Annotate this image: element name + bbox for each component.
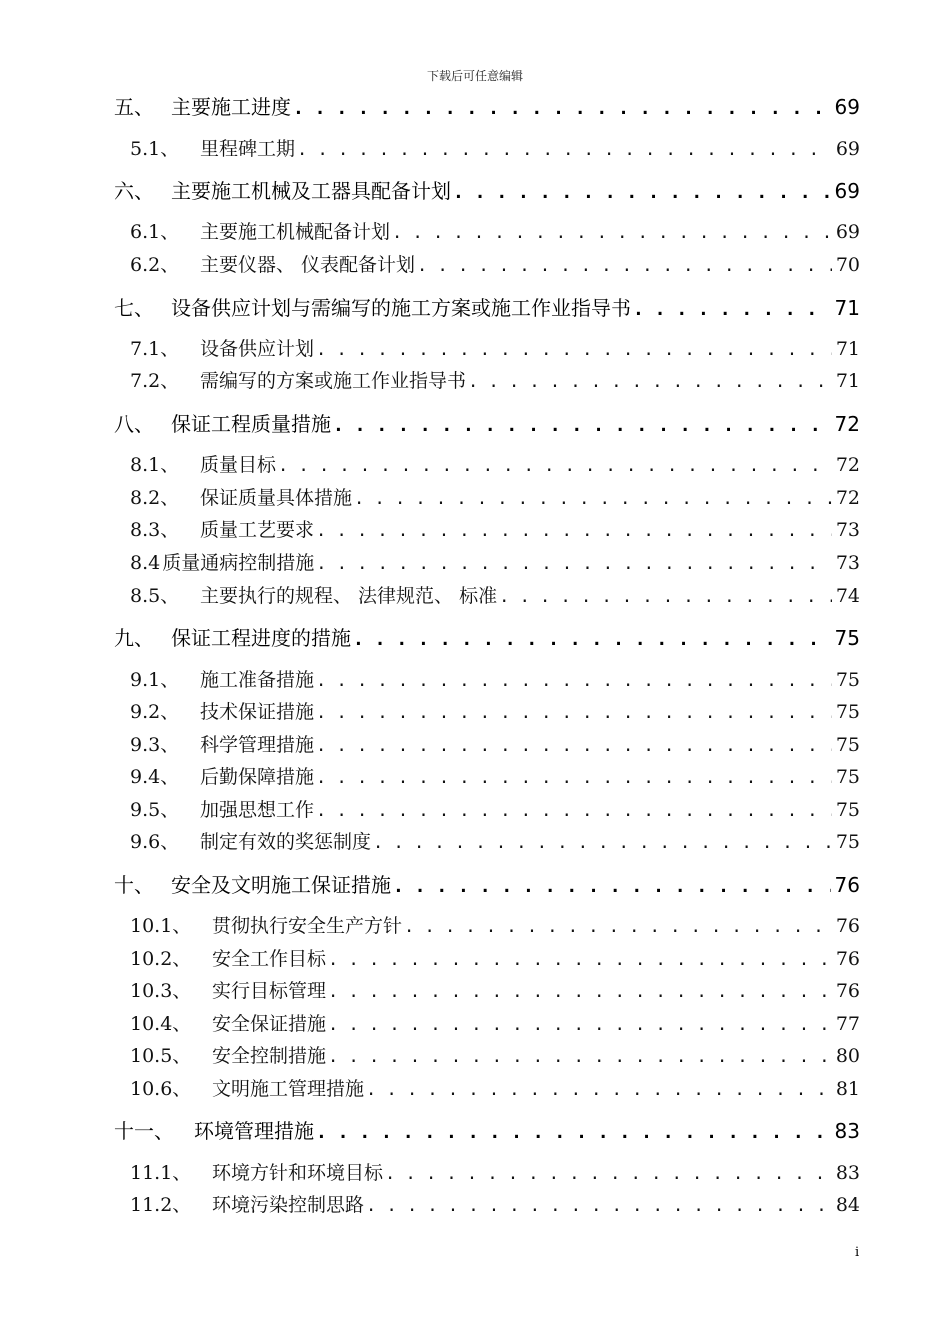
- toc-section-entry[interactable]: [130, 554, 860, 573]
- toc-entry-number: 十一、: [114, 1119, 174, 1143]
- toc-section-entry[interactable]: [130, 372, 860, 391]
- toc-entry-number: 8.3、: [130, 519, 180, 541]
- toc-dot-leader: [366, 1198, 832, 1215]
- toc-section-entry[interactable]: [130, 1164, 860, 1183]
- page-number: i: [855, 1245, 860, 1260]
- toc-entry-title: 安全控制措施: [212, 1045, 327, 1067]
- toc-entry-page: 72: [835, 487, 860, 509]
- toc-entry-title: 后勤保障措施: [200, 766, 315, 788]
- toc-dot-leader: [328, 984, 832, 1001]
- toc-section-entry[interactable]: [130, 736, 860, 755]
- toc-entry-number: 11.1、: [130, 1162, 192, 1184]
- toc-entry-page: 83: [835, 1162, 860, 1184]
- toc-entry-number: 10.6、: [130, 1078, 192, 1100]
- toc-entry-title: 文明施工管理措施: [212, 1078, 365, 1100]
- toc-entry-page: 70: [835, 254, 860, 276]
- toc-entry-page: 83: [834, 1119, 860, 1143]
- toc-entry-page: 75: [835, 766, 860, 788]
- toc-section-entry[interactable]: [130, 703, 860, 722]
- toc-section-entry[interactable]: [130, 521, 860, 540]
- toc-entry-title: 主要施工机械及工器具配备计划: [171, 179, 451, 203]
- toc-dot-leader: [373, 835, 832, 852]
- toc-dot-leader: [393, 878, 831, 896]
- toc-entry-title: 保证工程进度的措施: [171, 626, 351, 650]
- toc-entry-number: 6.1、: [130, 221, 180, 243]
- toc-entry-page: 69: [834, 95, 860, 119]
- toc-entry-page: 71: [834, 296, 860, 320]
- toc-section-entry[interactable]: [130, 982, 860, 1001]
- toc-section-entry[interactable]: [130, 489, 860, 508]
- toc-dot-leader: [316, 1124, 831, 1142]
- toc-entry-title: 主要施工进度: [171, 95, 291, 119]
- toc-entry-number: 7.1、: [130, 338, 180, 360]
- toc-entry-number: 8.2、: [130, 487, 180, 509]
- toc-entry-number: 8.5、: [130, 585, 180, 607]
- toc-dot-leader: [316, 556, 832, 573]
- toc-section-entry[interactable]: [130, 587, 860, 606]
- toc-dot-leader: [417, 258, 832, 275]
- toc-entry-page: 84: [835, 1194, 860, 1216]
- toc-entry-number: 10.3、: [130, 980, 192, 1002]
- toc-entry-page: 69: [835, 221, 860, 243]
- toc-dot-leader: [297, 142, 832, 159]
- toc-entry-page: 76: [834, 873, 860, 897]
- toc-entry-title: 技术保证措施: [200, 701, 315, 723]
- toc-dot-leader: [453, 184, 831, 202]
- toc-entry-title: 保证质量具体措施: [200, 487, 353, 509]
- toc-entry-page: 75: [835, 669, 860, 691]
- toc-entry-number: 十、: [114, 873, 154, 897]
- toc-entry-title: 安全及文明施工保证措施: [171, 873, 391, 897]
- toc-entry-number: 9.2、: [130, 701, 180, 723]
- toc-entry-page: 75: [835, 701, 860, 723]
- toc-entry-page: 77: [835, 1013, 860, 1035]
- toc-chapter-entry[interactable]: [114, 97, 860, 118]
- toc-entry-title: 贯彻执行安全生产方针: [212, 915, 403, 937]
- toc-section-entry[interactable]: [130, 917, 860, 936]
- toc-section-entry[interactable]: [130, 340, 860, 359]
- toc-dot-leader: [328, 1017, 832, 1034]
- toc-entry-page: 73: [835, 519, 860, 541]
- toc-entry-page: 81: [835, 1078, 860, 1100]
- toc-entry-title: 制定有效的奖惩制度: [200, 831, 372, 853]
- toc-chapter-entry[interactable]: [114, 298, 860, 319]
- toc-entry-title: 科学管理措施: [200, 734, 315, 756]
- toc-entry-number: 七、: [114, 296, 154, 320]
- toc-entry-page: 75: [835, 831, 860, 853]
- toc-dot-leader: [293, 100, 831, 118]
- toc-dot-leader: [316, 342, 832, 359]
- toc-entry-title: 需编写的方案或施工作业指导书: [200, 370, 467, 392]
- toc-entry-number: 9.3、: [130, 734, 180, 756]
- toc-section-entry[interactable]: [130, 1047, 860, 1066]
- toc-chapter-entry[interactable]: [114, 414, 860, 435]
- toc-entry-title: 主要执行的规程、 法律规范、 标准: [200, 585, 498, 607]
- toc-entry-page: 76: [835, 948, 860, 970]
- toc-entry-title: 质量目标: [200, 454, 277, 476]
- toc-entry-title: 质量通病控制措施: [162, 552, 315, 574]
- toc-entry-number: 10.4、: [130, 1013, 192, 1035]
- toc-dot-leader: [366, 1082, 832, 1099]
- toc-entry-number: 9.6、: [130, 831, 180, 853]
- toc-dot-leader: [633, 301, 831, 319]
- toc-chapter-entry[interactable]: [114, 875, 860, 896]
- toc-entry-page: 71: [835, 338, 860, 360]
- toc-entry-number: 6.2、: [130, 254, 180, 276]
- toc-entry-number: 8.4: [130, 552, 161, 574]
- toc-entry-number: 11.2、: [130, 1194, 192, 1216]
- toc-dot-leader: [354, 491, 832, 508]
- toc-entry-title: 实行目标管理: [212, 980, 327, 1002]
- toc-dot-leader: [499, 589, 832, 606]
- toc-section-entry[interactable]: [130, 833, 860, 852]
- toc-chapter-entry[interactable]: [114, 181, 860, 202]
- toc-entry-title: 设备供应计划与需编写的施工方案或施工作业指导书: [171, 296, 631, 320]
- toc-entry-page: 72: [834, 412, 860, 436]
- toc-section-entry[interactable]: [130, 671, 860, 690]
- toc-dot-leader: [316, 673, 832, 690]
- toc-entry-title: 设备供应计划: [200, 338, 315, 360]
- toc-entry-title: 安全保证措施: [212, 1013, 327, 1035]
- toc-entry-title: 质量工艺要求: [200, 519, 315, 541]
- toc-entry-title: 加强思想工作: [200, 799, 315, 821]
- toc-entry-title: 保证工程质量措施: [171, 412, 331, 436]
- toc-dot-leader: [333, 417, 831, 435]
- toc-entry-number: 10.5、: [130, 1045, 192, 1067]
- toc-entry-page: 69: [834, 179, 860, 203]
- toc-entry-number: 10.2、: [130, 948, 192, 970]
- toc-section-entry[interactable]: [130, 1015, 860, 1034]
- toc-section-entry[interactable]: [130, 140, 860, 159]
- toc-dot-leader: [468, 374, 832, 391]
- toc-entry-number: 五、: [114, 95, 154, 119]
- toc-chapter-entry[interactable]: [114, 1121, 860, 1142]
- toc-entry-number: 7.2、: [130, 370, 180, 392]
- toc-entry-title: 主要施工机械配备计划: [200, 221, 391, 243]
- toc-entry-page: 71: [835, 370, 860, 392]
- toc-entry-title: 主要仪器、 仪表配备计划: [200, 254, 416, 276]
- toc-entry-number: 9.4、: [130, 766, 180, 788]
- toc-entry-page: 72: [835, 454, 860, 476]
- toc-entry-page: 80: [835, 1045, 860, 1067]
- toc-section-entry[interactable]: [130, 456, 860, 475]
- toc-section-entry[interactable]: [130, 768, 860, 787]
- toc-entry-title: 里程碑工期: [200, 138, 296, 160]
- toc-entry-page: 73: [835, 552, 860, 574]
- page-header: 下载后可任意编辑: [426, 69, 523, 83]
- toc-entry-number: 九、: [114, 626, 154, 650]
- toc-dot-leader: [392, 225, 832, 242]
- toc-entry-page: 75: [835, 799, 860, 821]
- toc-section-entry[interactable]: [130, 256, 860, 275]
- toc-entry-title: 安全工作目标: [212, 948, 327, 970]
- toc-entry-page: 69: [835, 138, 860, 160]
- toc-entry-page: 75: [835, 734, 860, 756]
- toc-dot-leader: [316, 705, 832, 722]
- toc-entry-title: 环境污染控制思路: [212, 1194, 365, 1216]
- toc-entry-number: 10.1、: [130, 915, 192, 937]
- toc-dot-leader: [404, 919, 832, 936]
- toc-entry-page: 76: [835, 980, 860, 1002]
- toc-dot-leader: [316, 770, 832, 787]
- toc-dot-leader: [316, 738, 832, 755]
- toc-section-entry[interactable]: [130, 801, 860, 820]
- toc-entry-page: 76: [835, 915, 860, 937]
- toc-entry-number: 六、: [114, 179, 154, 203]
- toc-dot-leader: [353, 631, 831, 649]
- toc-section-entry[interactable]: [130, 950, 860, 969]
- toc-entry-title: 施工准备措施: [200, 669, 315, 691]
- toc-dot-leader: [316, 523, 832, 540]
- toc-dot-leader: [328, 1049, 832, 1066]
- toc-chapter-entry[interactable]: [114, 628, 860, 649]
- toc-dot-leader: [385, 1166, 832, 1183]
- toc-section-entry[interactable]: [130, 1080, 860, 1099]
- toc-entry-title: 环境方针和环境目标: [212, 1162, 384, 1184]
- toc-dot-leader: [316, 803, 832, 820]
- toc-entry-page: 74: [835, 585, 860, 607]
- toc-section-entry[interactable]: [130, 1196, 860, 1215]
- toc-entry-number: 9.5、: [130, 799, 180, 821]
- toc-entry-number: 9.1、: [130, 669, 180, 691]
- toc-dot-leader: [328, 952, 832, 969]
- toc-section-entry[interactable]: [130, 223, 860, 242]
- toc-entry-number: 八、: [114, 412, 154, 436]
- toc-entry-title: 环境管理措施: [194, 1119, 314, 1143]
- toc-entry-number: 8.1、: [130, 454, 180, 476]
- toc-entry-page: 75: [834, 626, 860, 650]
- toc-dot-leader: [278, 458, 832, 475]
- toc-entry-number: 5.1、: [130, 138, 180, 160]
